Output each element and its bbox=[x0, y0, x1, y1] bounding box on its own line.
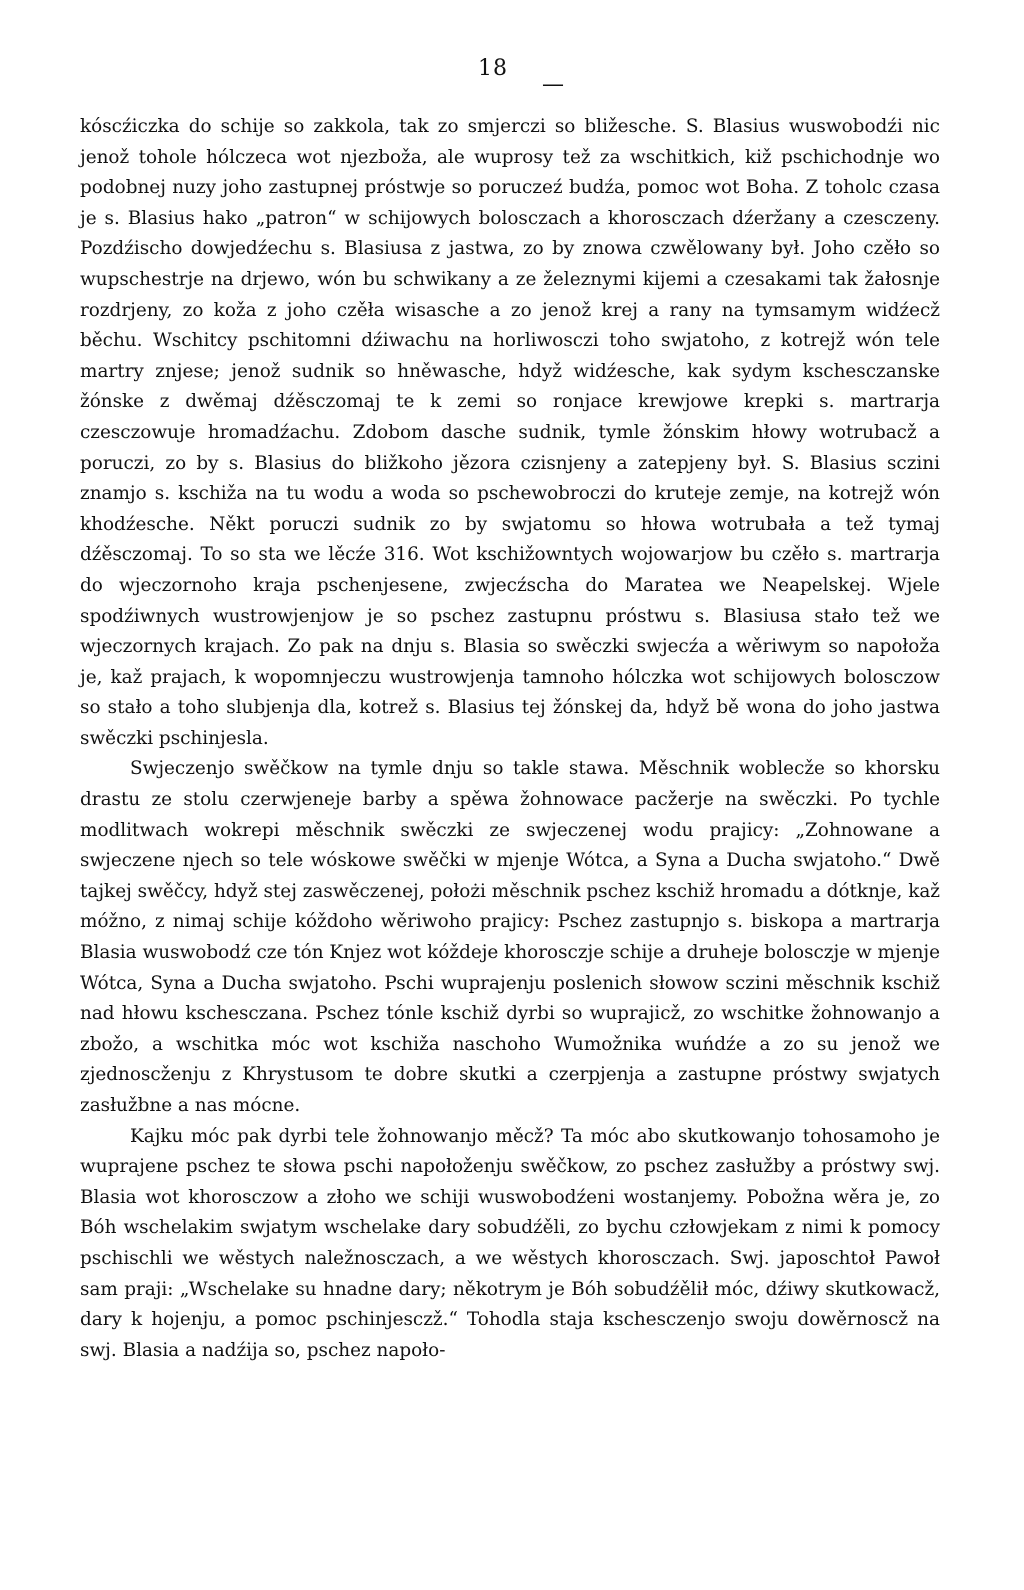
paragraph-3: Kajku móc pak dyrbi tele žohnowanjo měcž? Ta móc abo skutkowanjo tohosamoho je wuprajene pschez te słowa pschi napołoženju swěčkow, zo pschez zasłužby a próstwy swj. Blasia wot khorosczow a złoho we schiji wuswobodźeni wostanjemy. Pobožna wěra je, zo Bóh wschelakim swjatym wschelake dary sobudźěli, zo bychu człowjekam z nimi k pomocy pschischli we wěstych naležnosczach, a we wěstych khorosczach. Swj. japoschtoł Pawoł sam praji: „Wschelake su hnadne dary; někotrym je Bóh sobudźělił móc, dźiwy skutkowacž, dary k hojenju, a pomoc pschinjesczž.“ Tohodla staja kschesczenjo swoju dowěrnoscž na swj. Blasia a nadźija so, pschez napoło- bbox=[80, 1125, 940, 1361]
paragraph-1: kóscźiczka do schije so zakkola, tak zo smjerczi so bližesche. S. Blasius wuswobodźi nic jenož tohole hólczeca wot njezboža, ale wuprosy tež za wschitkich, kiž pschichodnje wo podobnej nuzy joho zastupnej próstwje so poruczeź budźa, pomoc wot Boha. Z toholc czasa je s. Blasius hako „patron“ w schijowych bolosczach a khorosczach dźeržany a czesczeny. Pozdźischo dowjedźechu s. Blasiusa z jastwa, zo by znowa czwělowany był. Joho czěło so wupschestrje na drjewo, wón bu schwikany a ze železnymi kijemi a czesakami tak žałosnje rozdrjeny, zo koža z joho czěła wisasche a zo jenož krej a rany na tymsamym widźecž běchu. Wschitcy pschitomni dźiwachu na horliwosczi toho swjatoho, z kotrejž wón tele martry znjese; jenož sudnik so hněwasche, hdyž widźesche, kak sydym kschesczanske žónske z dwěmaj dźěsczomaj te k zemi so ronjace krewjowe krepki s. martrarja czesczowuje hromadźachu. Zdobom dasche sudnik, tymle žónskim hłowy wotrubacž a poruczi, zo by s. Blasius do bližkoho jězora czisnjeny a zatepjeny był. S. Blasius sczini znamjo s. kschiža na tu wodu a woda so pschewobroczi do kruteje zemje, na kotrejž wón khodźesche. Někt poruczi sudnik zo by swjatomu so hłowa wotrubała a tež tymaj dźěsczomaj. To so sta we lěcźe 316. Wot kschižowntych wojowarjow bu czěło s. martrarja do wjeczornoho kraja pschenjesene, zwjecźscha do Maratea we Neapelskej. Wjele spodźiwnych wustrowjenjow je so pschez zastupnu próstwu s. Blasiusa stało tež we wjeczornych krajach. Zo pak na dnju s. Blasia so swěczki swjecźa a wěriwym so napołoža je, kaž prajach, k wopomnjeczu wustrowjenja tamnoho hólczka wot schijowych bolosczow so stało a toho slubjenja dla, kotrež s. Blasius tej žónskej da, hdyž bě wona do joho jastwa swěczki pschinjesla. bbox=[80, 116, 940, 749]
body-text bbox=[80, 112, 940, 1366]
page-header bbox=[0, 56, 1024, 96]
page-number: 18 bbox=[478, 56, 508, 81]
header-dash: — bbox=[542, 72, 564, 97]
paragraph-2: Swjeczenjo swěčkow na tymle dnju so takle stawa. Měschnik woblecže so khorsku drastu ze stolu czerwjeneje barby a spěwa žohnowace pacžerje na swěczki. Po tychle modlitwach wokrepi měschnik swěczki ze swjeczenej wodu prajicy: „Zohnowane a swjeczene njech so tele wóskowe swěčki w mjenje Wótca, a Syna a Ducha swjatoho.“ Dwě tajkej swěčcy, hdyž stej zaswěczenej, położi měschnik pschez kschiž hromadu a dótknje, kaž móžno, z nimaj schije kóždoho wěriwoho prajicy: Pschez zastupnjo s. biskopa a martrarja Blasia wuswobodź cze tón Knjez wot kóždeje khorosczje schije a druheje bolosczje w mjenje Wótca, Syna a Ducha swjatoho. Pschi wuprajenju poslenich słowow sczini měschnik kschiž nad hłowu kschesczana. Pschez tónle kschiž dyrbi so wuprajicž, zo wschitke žohnowanjo a zbožo, a wschitka móc wot kschiža naschoho Wumožnika wuńdźe a zo su jenož we zjednoscženju z Khrystusom te dobre skutki a czerpjenja a zastupne próstwy swjatych zasłužbne a nas mócne. bbox=[80, 758, 940, 1116]
